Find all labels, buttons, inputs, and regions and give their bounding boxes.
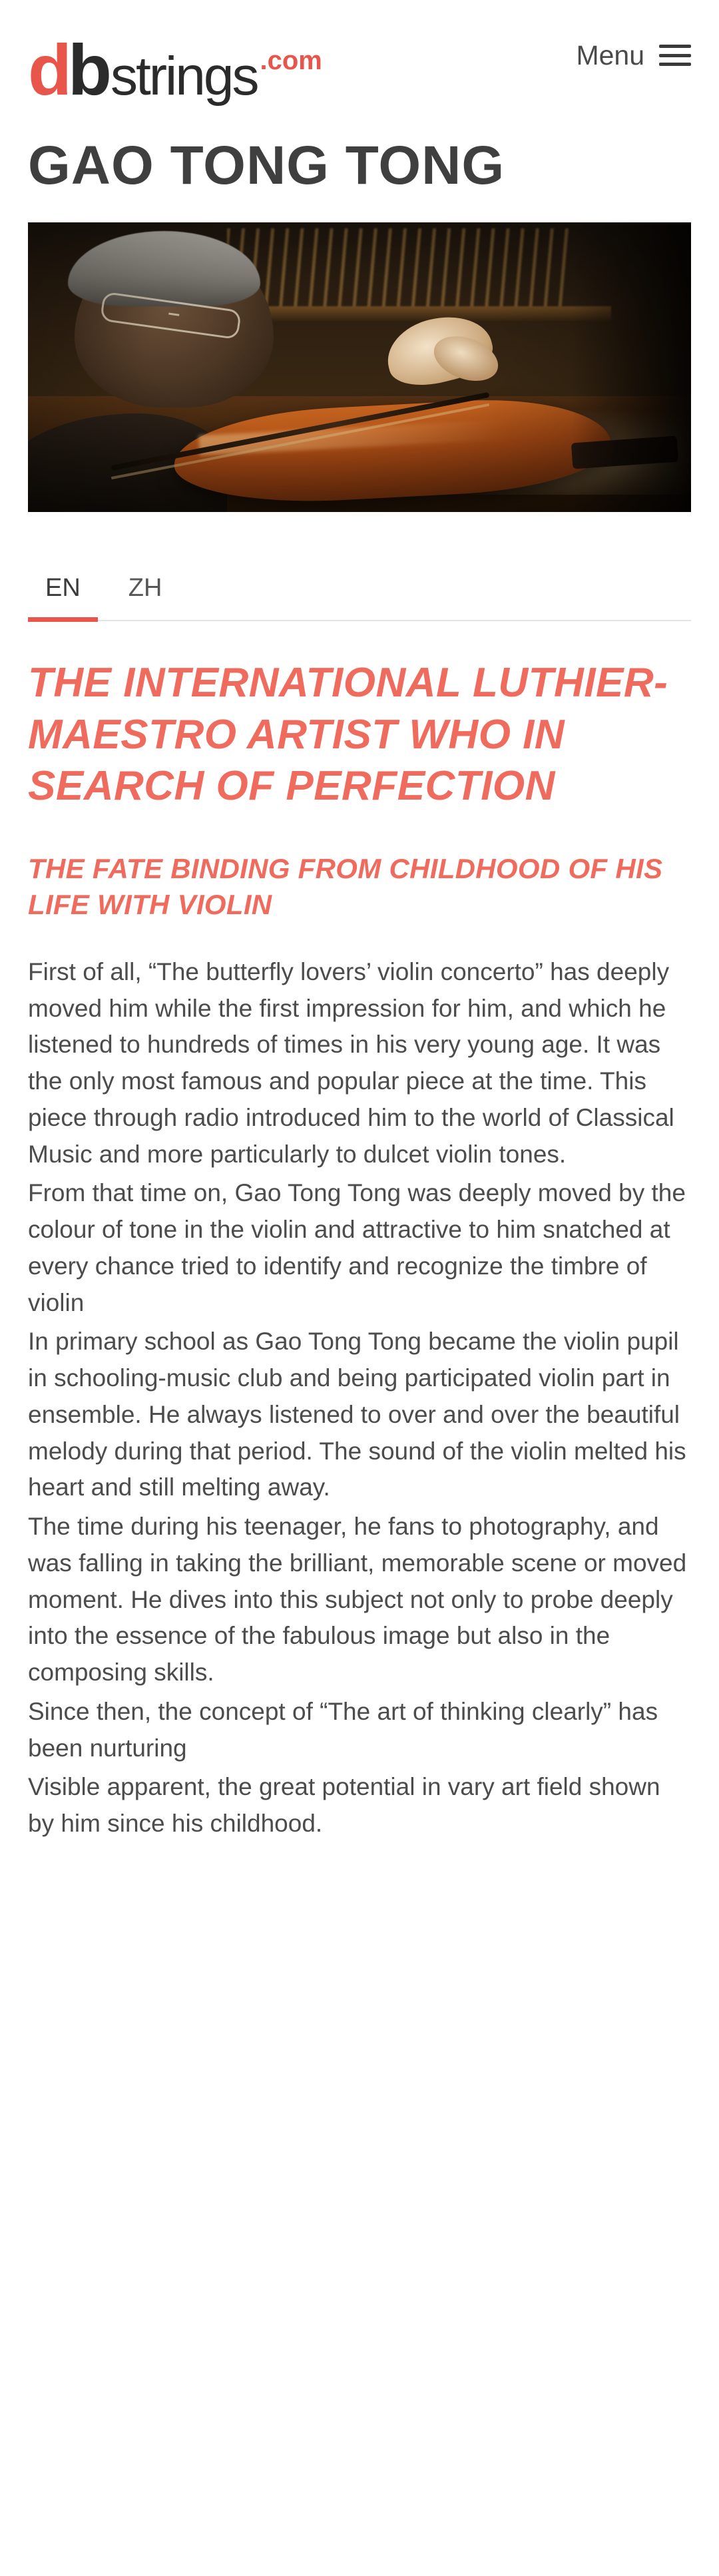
article-paragraph: First of all, “The butterfly lovers’ violin concerto” has deeply moved him while the first impression for him, and which he listened to hundreds of times in his very young age. It was the only most famous and popular piece at the time. This piece through radio introduced him to the world of Classical Music and more particularly to dulcet violin tones. xyxy=(28,957,674,1168)
tab-zh[interactable]: ZH xyxy=(128,574,162,603)
hero-illustration xyxy=(28,222,691,512)
tab-en[interactable]: EN xyxy=(45,574,81,620)
article-subhead: THE FATE BINDING FROM CHILDHOOD OF HIS LIFE WITH VIOLIN xyxy=(28,852,663,921)
article-paragraph: Since then, the concept of “The art of thinking clearly” has been nurturing xyxy=(28,1697,658,1762)
article-paragraph: The time during his teenager, he fans to photography, and was falling in taking the brilliant, memorable scene or moved moment. He dives into this subject not only to probe deeply into the essence of the fabulous image but also in the composing skills. xyxy=(28,1513,687,1686)
hamburger-bar-1 xyxy=(659,45,691,48)
hamburger-icon[interactable] xyxy=(659,45,691,66)
logo-dotcom: .com xyxy=(260,46,322,75)
site-header xyxy=(0,0,719,113)
language-tabs xyxy=(28,549,691,621)
logo-word-strings: strings xyxy=(110,46,258,107)
article-paragraph: From that time on, Gao Tong Tong was deeply moved by the colour of tone in the violin and attractive to him snatched at every chance tried to identify and recognize the timbre of violin xyxy=(28,1179,686,1316)
hamburger-bar-2 xyxy=(659,54,691,57)
article-content xyxy=(28,621,691,1842)
menu-label: Menu xyxy=(576,39,644,71)
logo-letter-d: d xyxy=(28,29,68,110)
menu-button[interactable] xyxy=(576,40,691,101)
page-title: GAO TONG TONG xyxy=(28,135,505,196)
site-logo[interactable] xyxy=(28,29,322,110)
hero-image xyxy=(28,222,691,512)
article-paragraph: In primary school as Gao Tong Tong became the violin pupil in schooling-music club and being participated violin part in ensemble. He always listened to over and over the beautiful melody during that period. The sound of the violin melted his heart and still melting away. xyxy=(28,1328,686,1501)
article-paragraph: Visible apparent, the great potential in vary art field shown by him since his childhood. xyxy=(28,1773,660,1838)
article-headline: THE INTERNATIONAL LUTHIER- MAESTRO ARTIST WHO IN SEARCH OF PERFECTION xyxy=(28,660,668,810)
hamburger-bar-3 xyxy=(659,63,691,66)
logo-letter-b: b xyxy=(67,29,109,110)
hero-vignette xyxy=(28,222,691,512)
